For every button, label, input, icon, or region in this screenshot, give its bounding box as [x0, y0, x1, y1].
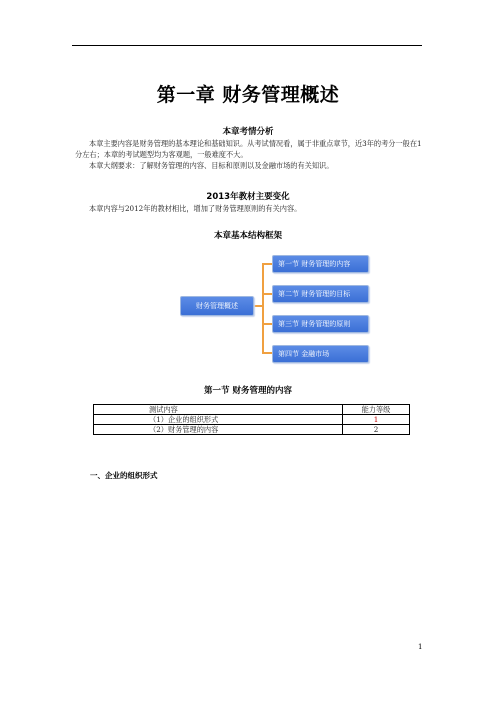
header-rule — [72, 45, 422, 46]
table-header-row — [94, 405, 410, 415]
table-cell-content: （2）财务管理的内容 — [94, 425, 343, 435]
table-header-content: 测试内容 — [94, 405, 343, 415]
framework-node-3: 第三节 财务管理的原则 — [272, 315, 369, 333]
subheading-org-forms: 一、企业的组织形式 — [90, 471, 158, 480]
exam-analysis-body — [75, 138, 425, 171]
connector-trunk — [262, 263, 264, 353]
exam-analysis-heading: 本章考情分析 — [222, 127, 274, 137]
framework-heading: 本章基本结构框架 — [213, 231, 282, 241]
framework-node-2: 第二节 财务管理的目标 — [272, 285, 369, 303]
section1-heading: 第一节 财务管理的内容 — [204, 386, 292, 396]
framework-node-1: 第一节 财务管理的内容 — [272, 255, 369, 273]
chapter-title: 第一章 财务管理概述 — [156, 84, 340, 106]
connector-branch-2 — [262, 293, 273, 295]
connector-root — [254, 305, 263, 307]
page-number: 1 — [418, 643, 423, 651]
changes-heading: 2013年教材主要变化 — [206, 192, 290, 202]
table-row — [94, 425, 410, 435]
table-row — [94, 415, 410, 425]
exam-analysis-para-2: 本章大纲要求：了解财务管理的内容、目标和原则以及金融市场的有关知识。 — [89, 161, 334, 170]
framework-node-4: 第四节 金融市场 — [272, 345, 369, 363]
changes-body — [75, 203, 425, 214]
exam-analysis-para-1: 本章主要内容是财务管理的基本理论和基础知识。从考试情况看，属于非重点章节，近3年的考分一般在1分左右；本章的考试题型均为客观题，一般难度不大。 — [75, 139, 422, 159]
table-cell-level: 2 — [343, 425, 410, 435]
table-cell-level: 1 — [343, 415, 410, 425]
connector-branch-4 — [262, 352, 273, 354]
changes-para: 本章内容与2012年的教材相比，增加了财务管理原则的有关内容。 — [89, 204, 302, 213]
ability-table — [93, 404, 410, 435]
connector-branch-1 — [262, 263, 273, 265]
table-cell-content: （1）企业的组织形式 — [94, 415, 343, 425]
connector-branch-3 — [262, 323, 273, 325]
table-header-level: 能力等级 — [343, 405, 410, 415]
framework-root-box: 财务管理概述 — [180, 296, 254, 316]
